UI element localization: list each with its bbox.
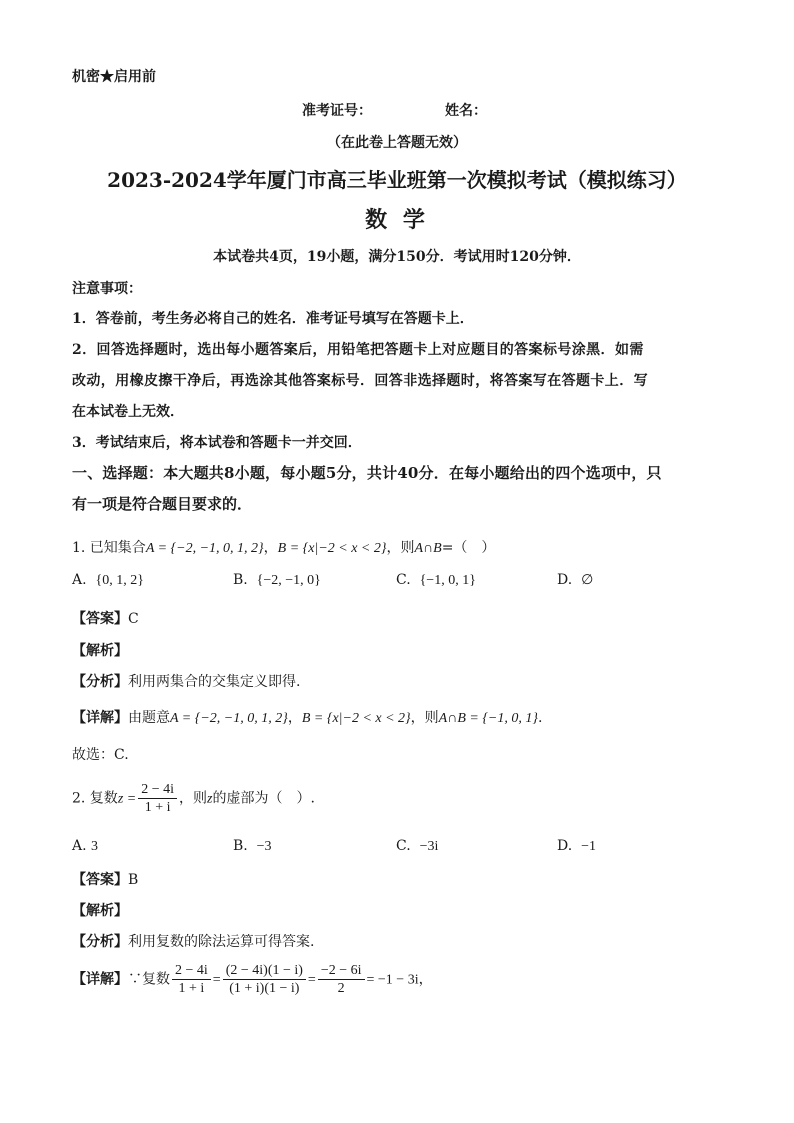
question-2-suffix-a: ，则 [179,790,208,807]
detail-prefix: 由题意 [128,710,170,726]
fraction-denominator: 1 + i [178,981,205,996]
question-2-stem [72,781,315,816]
question-2-z: z = [117,791,137,807]
option-value: {−1, 0, 1} [419,573,476,588]
detail-end: ， [418,971,433,988]
option-label: B. [233,572,248,588]
fraction-denominator: (1 + i)(1 − i) [229,981,300,996]
option-label: B. [233,838,248,854]
invalid-note: （在此卷上答题无效） [327,135,467,151]
notes-heading: 注意事项： [72,281,142,297]
detail-equals-3: = −1 − 3i [366,972,419,988]
question-1-option-c [396,572,476,589]
question-1-set-a: A = {−2, −1, 0, 1, 2} [145,541,264,556]
question-2-suffix-b: 的虚部为（ ）. [212,790,315,807]
question-1-ask-suffix: =（ ） [441,540,496,556]
fraction-numerator: (2 − 4i)(1 − i) [223,962,306,980]
question-1-detail [72,707,542,727]
question-1-ask-expr: A∩B [414,541,442,556]
fraction-numerator: 2 − 4i [172,962,211,980]
notes-item-1: 1．答卷前，考生务必将自己的姓名．准考证号填写在答题卡上． [72,311,474,327]
option-label: C. [396,572,411,588]
detail-set-b: B = {x|−2 < x < 2} [301,711,411,726]
detail-equals-2: = [307,972,316,988]
question-1-ask-prefix: ，则 [386,540,415,556]
section-1-line-2: 有一项是符合题目要求的． [72,495,253,513]
exam-summary: 本试卷共4页，19小题，满分150分．考试用时120分钟． [213,249,581,265]
detail-fraction-2 [223,962,306,997]
notes-item-2-line-1: 2．回答选择题时，选出每小题答案后，用铅笔把答题卡上对应题目的答案标号涂黑．如需 [72,342,644,358]
question-2-option-a [72,838,98,855]
option-label: D. [557,838,573,854]
option-label: A. [72,572,87,588]
option-label: D. [557,572,573,588]
exam-title: 2023-2024学年厦门市高三毕业班第一次模拟考试（模拟练习） [107,168,687,192]
fraction-numerator: 2 − 4i [138,781,177,799]
question-2-answer [72,869,138,889]
fenxi-text: 利用两集合的交集定义即得. [128,674,301,690]
detail-fraction-3 [318,962,365,997]
section-1-line-1: 一、选择题：本大题共8小题，每小题5分，共计40分．在每小题给出的四个选项中，只 [72,464,662,482]
question-1-prefix: 1. 已知集合 [72,540,146,556]
confidential-label: 机密★启用前 [72,69,156,85]
question-2-detail [72,962,433,997]
answer-value: C [128,611,139,627]
question-1-option-a [72,572,144,589]
name-label: 姓名： [445,103,487,119]
detail-fraction-1 [172,962,211,997]
detail-comma: ， [287,710,302,726]
question-2-option-c [396,838,438,855]
notes-item-2-line-2: 改动，用橡皮擦干净后，再选涂其他答案标号．回答非选择题时，将答案写在答题卡上．写 [72,373,648,389]
option-label: A. [72,838,87,854]
question-1-set-b: B = {x|−2 < x < 2} [277,541,387,556]
subject-title: 数 学 [365,207,429,233]
detail-mid: ，则 [410,710,439,726]
option-label: C. [396,838,411,854]
detail-end: . [537,710,543,726]
question-2-fenxi [72,931,314,951]
answer-value: B [128,872,139,888]
option-value: {−2, −1, 0} [256,573,321,588]
question-2-option-b [233,838,272,855]
option-value: −1 [581,839,596,854]
option-value: {0, 1, 2} [95,573,144,588]
question-1-answer [72,608,139,628]
answer-tag: 【答案】 [72,872,128,888]
fenxi-text: 利用复数的除法运算可得答案. [128,934,315,950]
question-2-option-d [557,838,596,855]
fraction-numerator: −2 − 6i [318,962,365,980]
fenxi-tag: 【分析】 [72,674,128,690]
question-1-option-b [233,572,321,589]
detail-result: A∩B = {−1, 0, 1} [438,711,538,726]
detail-equals-1: = [212,972,221,988]
option-value: −3i [419,839,439,854]
question-1-stem [72,537,495,557]
question-1-option-d [557,572,593,589]
detail-because: ∵ [128,971,142,988]
detail-set-a: A = {−2, −1, 0, 1, 2} [170,711,288,726]
option-value: −3 [256,839,272,854]
question-2-suffix-z: z [207,791,213,807]
fenxi-tag: 【分析】 [72,934,128,950]
question-1-fenxi [72,671,300,691]
question-2-analysis-tag: 【解析】 [72,903,128,919]
question-1-analysis-tag: 【解析】 [72,643,128,659]
notes-item-3: 3．考试结束后，将本试卷和答题卡一并交回． [72,435,362,451]
question-1-conclusion: 故选：C. [72,747,129,763]
fraction-denominator: 1 + i [144,800,171,815]
answer-tag: 【答案】 [72,611,128,627]
detail-tag: 【详解】 [72,710,128,726]
notes-item-2-line-3: 在本试卷上无效． [72,404,184,420]
detail-word: 复数 [142,971,170,988]
question-2-fraction [138,781,177,816]
option-value: 3 [91,839,99,854]
fraction-denominator: 2 [337,981,345,996]
detail-tag: 【详解】 [72,971,128,988]
question-2-prefix: 2. 复数 [72,790,118,807]
exam-id-label: 准考证号： [302,103,372,119]
question-1-comma: ， [263,540,278,556]
option-value: ∅ [581,573,594,588]
